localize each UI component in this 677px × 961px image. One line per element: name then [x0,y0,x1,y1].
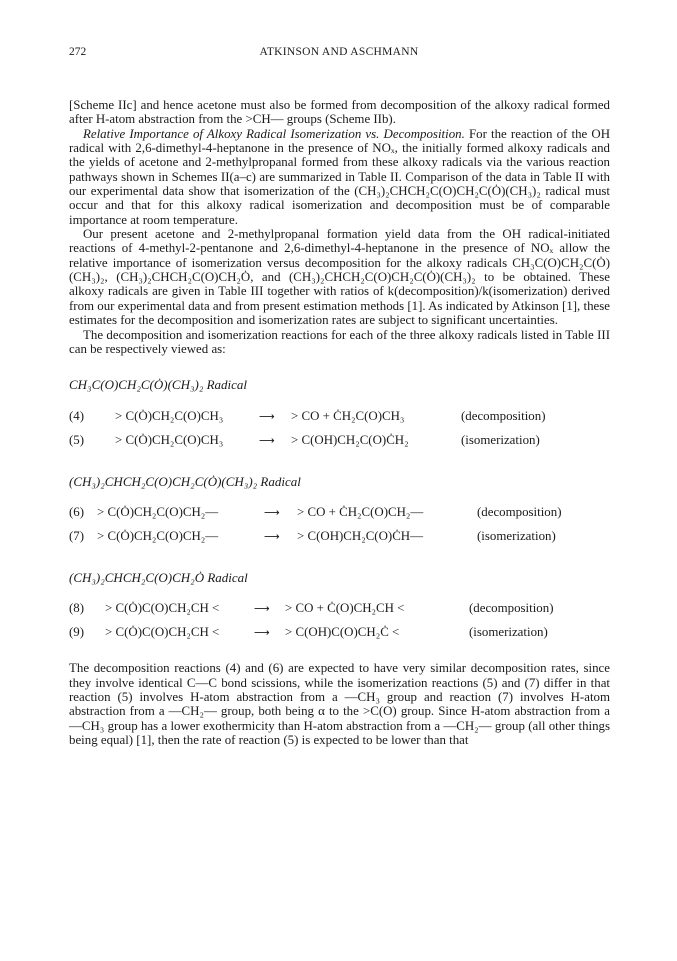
reaction-rhs: > C(OH)CH₂C(O)ĊH₂ [291,432,409,447]
reaction-number: (9) [69,625,85,640]
reaction-type: (decomposition) [477,504,562,519]
reaction-rhs: > CO + ĊH₂C(O)CH₃ [291,408,405,423]
paragraph-text: [Scheme IIc] and hence acetone must also be formed from decomposition of the alkoxy radical formed after H-atom abstraction from the >CH— groups (Scheme IIb). [69,98,610,127]
paragraph [69,328,610,357]
radical-heading: (CH₃)₂CHCH₂C(O)CH₂Ȯ Radical [69,569,248,585]
reaction-arrow: ⟶ [254,626,270,640]
page-number: 272 [69,46,87,58]
reaction-lhs: > C(Ȯ)C(O)CH₂CH < [105,601,220,616]
reaction-type: (isomerization) [469,625,548,640]
reaction-row [69,625,610,649]
running-title: ATKINSON AND ASCHMANN [259,46,419,58]
reaction-number: (7) [69,528,85,543]
reaction-type: (decomposition) [461,408,546,423]
reaction-lhs: > C(Ȯ)CH₂C(O)CH₂— [97,504,219,519]
reaction-type: (decomposition) [469,601,554,616]
reaction-lhs: > C(Ȯ)C(O)CH₂CH < [105,625,220,640]
radical-heading: CH₃C(O)CH₂C(Ȯ)(CH₃)₂ Radical [69,377,248,393]
reaction-lhs: > C(Ȯ)CH₂C(O)CH₃ [115,408,224,423]
reaction-lhs: > C(Ȯ)CH₂C(O)CH₃ [115,432,224,447]
reaction-number: (6) [69,504,85,519]
paragraph-text: Our present acetone and 2-methylpropanal formation yield data from the OH radical-initiated reactions of 4-methyl-2-pentanone and 2,6-dimethyl-4-heptanone in the presence of NOₓ allow the relative importance of isomerization versus decomposition for the alkoxy radicals CH₃C(O)CH₂C(Ȯ)(CH₃)₂, (CH₃)₂CHCH₂C(O)CH₂Ȯ, and (CH₃)₂CHCH₂C(O)CH₂C(Ȯ)(CH₃)₂ to be obtained. These alkoxy radicals are given in Table III together with ratios of k(decomposition)/k(isomerization) derived from our experimental data and from present estimation methods [1]. As indicated by Atkinson [1], these estimates for the decomposition and isomerization rates are subject to significant uncertainties. [69,227,610,328]
paragraph [69,661,610,747]
reaction-arrow: ⟶ [264,529,280,543]
reaction-group [69,505,610,553]
article-body [69,98,610,747]
reaction-number: (8) [69,601,85,616]
radical-heading: (CH₃)₂CHCH₂C(O)CH₂C(Ȯ)(CH₃)₂ Radical [69,473,301,489]
reaction-arrow: ⟶ [259,433,275,447]
reaction-type: (isomerization) [477,528,556,543]
paragraph-text: The decomposition reactions (4) and (6) are expected to have very similar decomposition rates, since they involve identical C—C bond scissions, while the isomerization reactions (5) and (7) differ in that reaction (5) involves H-atom abstraction from a —CH₃ group and reaction (7) involves H-atom abstraction from a —CH₂— group, both being α to the >C(O) group. Since H-atom abstraction from a —CH₃ group has a lower exothermicity than H-atom abstraction from a —CH₂— group (all other things being equal) [1], then the rate of reaction (5) is expected to be lower than that [69,661,610,747]
reaction-lhs: > C(Ȯ)CH₂C(O)CH₂— [97,528,219,543]
reaction-row [69,529,610,553]
reaction-rhs: > C(OH)C(O)CH₂Ċ < [285,625,400,640]
reaction-type: (isomerization) [461,432,540,447]
paragraph [69,98,610,127]
reaction-row [69,601,610,625]
reaction-arrow: ⟶ [264,505,280,519]
reaction-group [69,601,610,649]
reaction-rhs: > C(OH)CH₂C(O)ĊH— [297,528,423,543]
reaction-arrow: ⟶ [254,602,270,616]
subsection-lead: Relative Importance of Alkoxy Radical Isomerization vs. Decomposition. [83,126,465,141]
reaction-group [69,409,610,457]
paragraph-text: For the reaction of the OH radical with 2,6-dimethyl-4-heptanone in the presence of NOₓ, the initially formed alkoxy radicals and the yields of acetone and 2-methylpropanal formed from these alkoxy radicals via the various reaction pathways shown in Schemes II(a–c) are summarized in Table II. Comparison of the data in Table II with our experimental data show that isomerization of the (CH₃)₂CHCH₂C(O)CH₂C(Ȯ)(CH₃)₂ radical must occur and that for this alkoxy radical isomerization and decomposition must be of comparable importance at room temperature. [69,126,611,227]
reaction-row [69,433,610,457]
paragraph-text: The decomposition and isomerization reactions for each of the three alkoxy radicals listed in Table III can be respectively viewed as: [69,327,610,356]
reaction-rhs: > CO + ĊH₂C(O)CH₂— [297,504,424,519]
reaction-row [69,409,610,433]
paragraph [69,227,610,327]
page-header [69,46,609,62]
reaction-number: (4) [69,408,85,423]
reaction-row [69,505,610,529]
reaction-number: (5) [69,432,85,447]
reaction-rhs: > CO + Ċ(O)CH₂CH < [285,601,405,616]
paragraph [69,127,610,227]
reaction-arrow: ⟶ [259,409,275,423]
